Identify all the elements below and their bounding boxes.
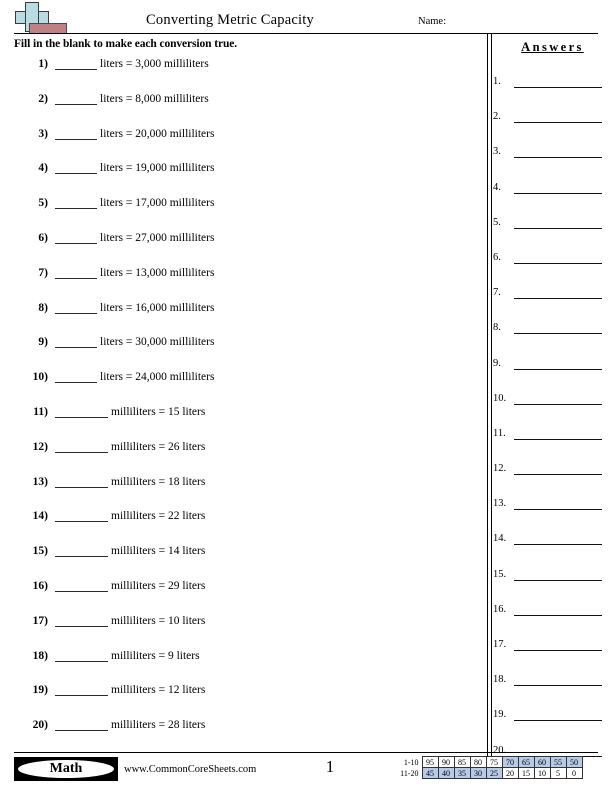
problem-number: 5) [38,197,48,210]
answer-write-line[interactable] [514,263,602,264]
problem-text: liters = 8,000 milliliters [100,92,209,105]
answer-write-line[interactable] [514,650,602,651]
answer-number: 8. [493,322,501,334]
problem-text: milliliters = 10 liters [111,614,206,627]
problem-text: liters = 13,000 milliliters [100,266,215,279]
answer-write-line[interactable] [514,369,602,370]
score-cell: 70 [502,757,518,768]
instructions-text: Fill in the blank to make each conversion true. [14,38,238,50]
score-row-label: 11-20 [400,768,419,778]
problem-text: liters = 27,000 milliliters [100,231,215,244]
answer-blank-line[interactable] [55,487,108,488]
score-cell: 75 [486,757,502,768]
answer-write-line[interactable] [514,685,602,686]
score-cell: 95 [422,757,438,768]
answer-number: 4. [493,181,501,193]
answer-number: 6. [493,251,501,263]
answer-number: 3. [493,146,501,158]
answer-row [493,600,612,635]
answer-blank-line[interactable] [55,626,108,627]
score-cell: 5 [550,768,566,779]
problem-text: milliliters = 26 liters [111,440,206,453]
answer-number: 9. [493,357,501,369]
page-number: 1 [325,757,335,776]
answer-number: 11. [493,427,506,439]
problem-row [0,91,480,126]
answer-write-line[interactable] [514,509,602,510]
score-cell: 20 [502,768,518,779]
answer-write-line[interactable] [514,298,602,299]
problem-text: milliliters = 12 liters [111,684,206,697]
answer-number: 2. [493,111,501,123]
problem-number: 1) [38,58,48,70]
problem-number: 17) [32,614,48,627]
answer-write-line[interactable] [514,122,602,123]
problem-number: 10) [32,371,48,384]
name-field-label: Name: [418,16,446,27]
answer-write-line[interactable] [514,474,602,475]
answer-number: 16. [493,603,507,615]
answer-write-line[interactable] [514,720,602,721]
problem-row [0,265,480,300]
subject-badge [14,757,118,781]
answer-row [493,283,612,318]
answer-number: 7. [493,287,501,299]
score-cell: 0 [566,768,582,779]
problem-row [0,300,480,335]
answers-divider-line-inner [491,34,492,765]
answer-write-line[interactable] [514,615,602,616]
problem-number: 2) [38,92,48,105]
answer-number: 5. [493,216,501,228]
score-cell: 80 [470,757,486,768]
problem-row [0,334,480,369]
score-cell: 35 [454,768,470,779]
problem-text: milliliters = 28 liters [111,719,206,732]
problem-number: 6) [38,231,48,244]
score-row [396,768,582,779]
problem-row [0,160,480,195]
problem-row [0,474,480,509]
score-cell: 65 [518,757,534,768]
answer-number: 10. [493,392,507,404]
answer-write-line[interactable] [514,333,602,334]
problem-row [0,613,480,648]
answer-number: 14. [493,533,507,545]
answer-number: 20. [493,744,507,756]
problem-row [0,369,480,404]
problem-text: milliliters = 22 liters [111,510,206,523]
answer-blank-line[interactable] [55,661,108,662]
problem-text: milliliters = 18 liters [111,475,206,488]
problem-row [0,508,480,543]
problem-text: liters = 20,000 milliliters [100,127,215,140]
answer-blank-line[interactable] [55,521,108,522]
answer-blank-line[interactable] [55,313,97,314]
score-cell: 90 [438,757,454,768]
problem-text: milliliters = 15 liters [111,405,206,418]
answer-blank-line[interactable] [55,278,97,279]
problem-row [0,195,480,230]
problem-text: liters = 30,000 milliliters [100,336,215,349]
answer-number: 18. [493,674,507,686]
problem-row [0,439,480,474]
answers-divider-line-outer [487,34,488,765]
score-row [396,757,582,768]
answer-write-line[interactable] [514,193,602,194]
problem-number: 9) [38,336,48,349]
answer-number: 19. [493,709,507,721]
page-title: Converting Metric Capacity [146,12,314,28]
answer-number: 15. [493,568,507,580]
score-cell: 15 [518,768,534,779]
answer-number: 13. [493,498,507,510]
problem-row [0,682,480,717]
answer-blank-line[interactable] [55,347,97,348]
problem-number: 13) [32,475,48,488]
problem-number: 8) [38,301,48,314]
answer-blank-line[interactable] [55,139,97,140]
answer-row [493,424,612,459]
answer-row [493,529,612,564]
score-cell: 30 [470,768,486,779]
answer-row [493,213,612,248]
answer-write-line[interactable] [514,439,602,440]
answer-write-line[interactable] [514,580,602,581]
footer-divider-rule [14,752,598,753]
problem-number: 20) [32,719,48,732]
score-cell: 10 [534,768,550,779]
answer-row [493,178,612,213]
answer-row [493,565,612,600]
problem-number: 3) [38,127,48,140]
problem-row [0,717,480,752]
header-divider-rule [14,33,598,34]
score-cell: 60 [534,757,550,768]
answer-row [493,494,612,529]
score-cell: 40 [438,768,454,779]
score-row-label: 1-10 [403,757,419,767]
problem-text: milliliters = 14 liters [111,545,206,558]
problem-text: liters = 24,000 milliliters [100,371,215,384]
problem-number: 16) [32,579,48,592]
answer-blank-line[interactable] [55,695,108,696]
problem-row [0,126,480,161]
answer-row [493,248,612,283]
answer-blank-line[interactable] [55,591,108,592]
answer-blank-line[interactable] [55,452,108,453]
problem-number: 4) [38,162,48,175]
problem-number: 18) [32,649,48,662]
score-cell: 25 [486,768,502,779]
answer-number: 12. [493,463,507,475]
answer-write-line[interactable] [514,404,602,405]
answer-write-line[interactable] [514,87,602,88]
problem-text: milliliters = 9 liters [111,649,200,662]
answer-row [493,389,612,424]
answer-row [493,318,612,353]
answer-write-line[interactable] [514,157,602,158]
problem-number: 19) [32,684,48,697]
problem-row [0,56,480,91]
answer-row [493,107,612,142]
problem-text: liters = 19,000 milliliters [100,162,215,175]
website-url: www.CommonCoreSheets.com [124,764,257,775]
answer-row [493,72,612,107]
answer-blank-line[interactable] [55,243,97,244]
score-cell: 55 [550,757,566,768]
subject-badge-label: Math [18,760,114,778]
answer-blank-line[interactable] [55,556,108,557]
answer-blank-line[interactable] [55,208,97,209]
answer-write-line[interactable] [514,228,602,229]
problem-text: liters = 16,000 milliliters [100,301,215,314]
answer-blank-line[interactable] [55,173,97,174]
problem-text: liters = 3,000 milliliters [100,58,209,70]
answer-row [493,635,612,670]
problem-number: 15) [32,545,48,558]
answer-blank-line[interactable] [55,730,108,731]
problem-number: 7) [38,266,48,279]
answer-blank-line[interactable] [55,417,108,418]
problem-text: milliliters = 29 liters [111,579,206,592]
answer-write-line[interactable] [514,544,602,545]
answer-number: 1. [493,76,501,87]
problem-text: liters = 17,000 milliliters [100,197,215,210]
problem-row [0,578,480,613]
score-key-table [396,756,583,779]
problem-list [0,56,480,752]
answers-heading: Answers [521,40,584,54]
answers-list [493,72,612,776]
problem-row [0,543,480,578]
answer-number: 17. [493,639,507,650]
problem-number: 11) [33,405,48,418]
problem-number: 12) [32,440,48,453]
answer-row [493,354,612,389]
answer-blank-line[interactable] [55,69,97,70]
answer-row [493,670,612,705]
answer-blank-line[interactable] [55,382,97,383]
score-cell: 45 [422,768,438,779]
answer-blank-line[interactable] [55,104,97,105]
problem-row [0,648,480,683]
answer-row [493,142,612,177]
problem-row [0,230,480,265]
problem-row [0,404,480,439]
answer-row [493,459,612,494]
answer-row [493,705,612,740]
score-cell: 50 [566,757,582,768]
problem-number: 14) [32,510,48,523]
score-cell: 85 [454,757,470,768]
